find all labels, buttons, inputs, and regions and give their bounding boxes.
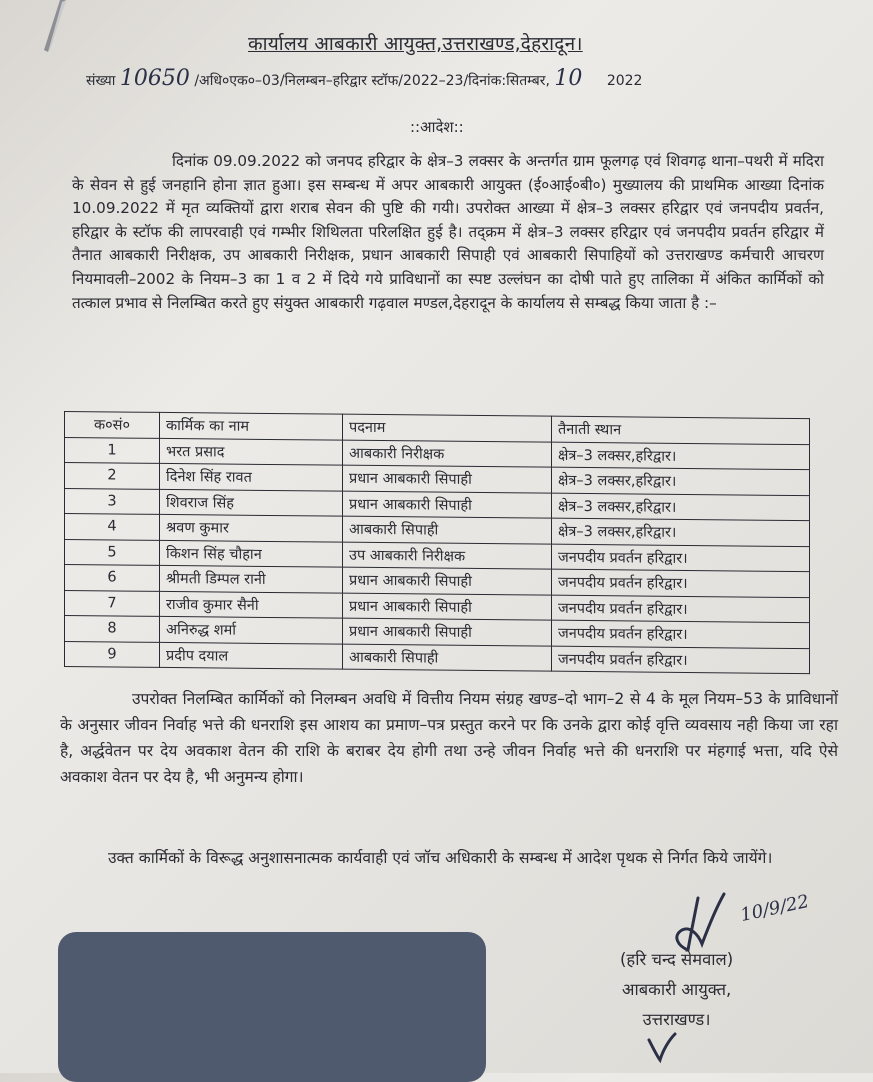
designation-cell: आबकारी सिपाही <box>343 516 552 544</box>
signature-date: 10/9/22 <box>738 891 811 926</box>
column-header-posting: तैनाती स्थान <box>552 416 810 444</box>
ref-day: 10 <box>554 66 583 91</box>
posting-cell: जनपदीय प्रवर्तन हरिद्वार। <box>552 544 810 572</box>
serial-cell: 1 <box>65 437 160 463</box>
posting-cell: जनपदीय प्रवर्तन हरिद्वार। <box>552 646 810 674</box>
office-title: कार्यालय आबकारी आयुक्त,उत्तराखण्ड,देहरादून। <box>248 33 583 55</box>
serial-cell: 9 <box>65 641 160 667</box>
ref-number: 10650 <box>119 66 190 91</box>
designation-cell: उप आबकारी निरीक्षक <box>343 542 552 570</box>
name-cell: अनिरुद्ध शर्मा <box>160 616 343 643</box>
serial-cell: 2 <box>65 463 160 489</box>
posting-cell: जनपदीय प्रवर्तन हरिद्वार। <box>552 569 810 597</box>
serial-cell: 8 <box>65 616 160 642</box>
signatory-block <box>620 945 733 1035</box>
name-cell: किशन सिंह चौहान <box>160 540 343 567</box>
serial-cell: 5 <box>65 539 160 565</box>
serial-cell: 7 <box>65 590 160 616</box>
order-heading: ::आदेश:: <box>410 118 464 136</box>
posting-cell: जनपदीय प्रवर्तन हरिद्वार। <box>552 620 810 648</box>
designation-cell: प्रधान आबकारी सिपाही <box>343 567 552 595</box>
serial-cell: 3 <box>65 488 160 514</box>
name-cell: दिनेश सिंह रावत <box>160 463 343 490</box>
ref-year: 2022 <box>606 73 643 89</box>
signatory-name: (हरि चन्द सेमवाल) <box>620 950 734 969</box>
serial-cell: 4 <box>65 514 160 540</box>
serial-cell: 6 <box>65 565 160 591</box>
column-header-name: कार्मिक का नाम <box>160 412 343 439</box>
designation-cell: प्रधान आबकारी सिपाही <box>343 465 552 493</box>
paragraph-2: उपरोक्त निलम्बित कार्मिकों को निलम्बन अवधि में वित्तीय नियम संग्रह खण्ड–दो भाग–2 से 4 के मूल नियम–53 के प्राविधानों के अनुसार जीवन निर्वाह भत्ते की धनराशि इस आशय का प्रमाण–पत्र प्रस्तुत करने पर कि उनके द्वारा कोई वृत्ति व्यवसाय नही किया जा रहा है, अर्द्धवेतन पर देय अवकाश वेतन की राशि के बराबर देय होगी तथा उन्हे जीवन निर्वाह भत्ते की धनराशि पर मंहगाई भत्ता, यदि ऐसे अवकाश वेतन पर देय है, भी अनुमन्य होगा। <box>60 690 838 786</box>
posting-cell: जनपदीय प्रवर्तन हरिद्वार। <box>552 595 810 623</box>
ref-text: /अधि०एक०–03/निलम्बन–हरिद्वार स्टॉफ/2022–23/दिनांक:सितम्बर, <box>194 73 550 89</box>
posting-cell: क्षेत्र–3 लक्सर,हरिद्वार। <box>552 442 810 470</box>
designation-cell: प्रधान आबकारी सिपाही <box>343 491 552 519</box>
tick-mark-icon <box>645 1032 679 1064</box>
designation-cell: आबकारी निरीक्षक <box>343 440 552 468</box>
signatory-state: उत्तराखण्ड। <box>642 1010 711 1029</box>
ref-label: संख्या <box>86 73 116 89</box>
designation-cell: प्रधान आबकारी सिपाही <box>343 593 552 621</box>
pen-clip-icon <box>40 0 80 56</box>
posting-cell: क्षेत्र–3 लक्सर,हरिद्वार। <box>552 493 810 521</box>
column-header-serial: क०सं० <box>65 412 160 438</box>
name-cell: श्रीमती डिम्पल रानी <box>160 565 343 592</box>
redacted-area <box>58 932 486 1082</box>
name-cell: श्रवण कुमार <box>160 514 343 541</box>
paragraph-3: उक्त कार्मिकों के विरूद्ध अनुशासनात्मक कार्यवाही एवं जॉच अधिकारी के सम्बन्ध में आदेश पृथक से निर्गत किये जायेंगे। <box>108 849 773 867</box>
name-cell: शिवराज सिंह <box>160 489 343 516</box>
name-cell: प्रदीप दयाल <box>160 642 343 669</box>
designation-cell: प्रधान आबकारी सिपाही <box>343 618 552 646</box>
name-cell: राजीव कुमार सैनी <box>160 591 343 618</box>
name-cell: भरत प्रसाद <box>160 438 343 465</box>
posting-cell: क्षेत्र–3 लक्सर,हरिद्वार। <box>552 467 810 495</box>
suspended-staff-table <box>64 411 810 674</box>
designation-cell: आबकारी सिपाही <box>343 644 552 672</box>
reference-line <box>86 66 642 91</box>
posting-cell: क्षेत्र–3 लक्सर,हरिद्वार। <box>552 518 810 546</box>
paragraph-1: दिनांक 09.09.2022 को जनपद हरिद्वार के क्षेत्र–3 लक्सर के अन्तर्गत ग्राम फूलगढ़ एवं शिवगढ़ थाना–पथरी में मदिरा के सेवन से हुई जनहानि होना ज्ञात हुआ। इस सम्बन्ध में अपर आबकारी आयुक्त (ई०आई०बी०) मुख्यालय की प्राथमिक आख्या दिनांक 10.09.2022 में मृत व्यक्तियों द्वारा शराब सेवन की पुष्टि की गयी। उपरोक्त आख्या में क्षेत्र–3 लक्सर हरिद्वार एवं जनपदीय प्रवर्तन, हरिद्वार के स्टॉफ की लापरवाही एवं गम्भीर शिथिलता परिलक्षित हुई है। तद्क्रम में क्षेत्र–3 लक्सर हरिद्वार एवं जनपदीय प्रवर्तन हरिद्वार में तैनात आबकारी निरीक्षक, उप आबकारी निरीक्षक, प्रधान आबकारी सिपाही एवं आबकारी सिपाहियों को उत्तराखण्ड कर्मचारी आचरण नियमावली–2002 के नियम–3 का 1 व 2 में दिये गये प्राविधानों का स्पष्ट उल्लंघन का दोषी पाते हुए तालिका में अंकित कार्मिकों को तत्काल प्रभाव से निलम्बित करते हुए संयुक्त आबकारी गढ़वाल मण्डल,देहरादून के कार्यालय से सम्बद्ध किया जाता है :– <box>72 152 824 312</box>
signatory-designation: आबकारी आयुक्त, <box>621 980 732 999</box>
column-header-designation: पदनाम <box>343 414 552 442</box>
